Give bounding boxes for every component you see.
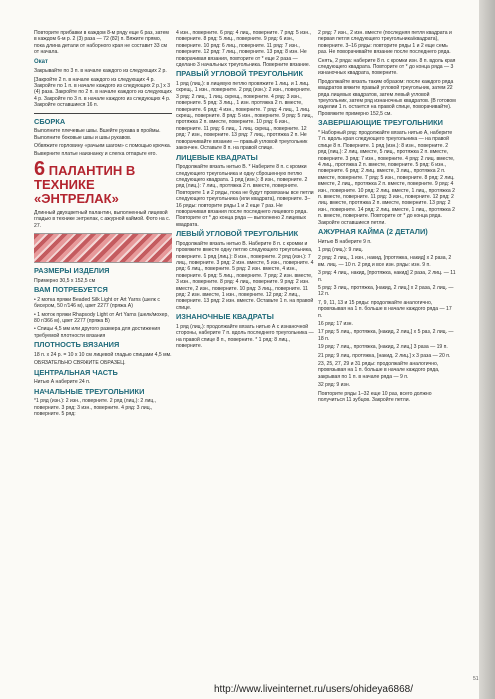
project-number: 6 [34,157,46,180]
paragraph: Нитью А наберите 24 п. [34,379,91,386]
watermark-url: http://www.liveinternet.ru/users/ohideya6868/ [214,684,413,695]
paragraph: 1 ряд (лиц.): в лицевую петлю провяжите 1 лиц. и 1 лиц. скрещ., 1 изн., поверните. 2 ряд (изн.): 2 изн., поверните. 3 ряд: 2 лиц., 1 лиц. скрещ., поверните. 4 ряд: 3 изн., поверните. 5 ряд: 3 лиц., 1 изн. протяжка 2 п. вместе, поверните. 6 ряд: 4 изн., поверните. 7 ряд: 4 лиц., 1 лиц. скрещ., поверните. 8 ряд: 5 изн., поверните. 9 ряд: 5 лиц., протяжка 2 п. вместе, поверните. 10 ряд: 6 изн., поверните. 11 ряд: 6 лиц., 1 лиц. скрещ., поверните. 12 ряд: 7 изн., поверните. 13 ряд: 7 лиц., протяжка 2 п. Не поворачивайте вязание — правый угловой треугольник закончен. Оставьте 8 п. на правой спице. [176,81,314,152]
heading-center: ЦЕНТРАЛЬНАЯ ЧАСТЬ [34,367,118,377]
paragraph: Повторите ряды 1–32 еще 10 раз, всего должно получиться 11 зубцов. Закройте петли. [318,390,432,404]
paragraph: 2 ряд: 7 изн., 2 изн. вместе (последняя петля квадрата и первая петля следующего треугольника/квадрата), поверните. 3–16 ряды: повторите ряды 1 и 2 еще семь раз. Не поворачивайте вязание после последнего ряда. [318,30,452,56]
paragraph: Повторите прибавки в каждом 8-м ряду еще 6 раз, затем в каждом 6-м р. 2 (3) раза — 72 (82) п. Вяжите прямо, пока длина детали от наборного края не составит 33 см от начала. [34,30,169,56]
paragraph: • 1 моток пряжи Rhapsody Light от Art Yarns (шелк/мохер, 80 г/366 м), цвет 2277 (пряжа B) [34,311,169,324]
paragraph: Длинный двухцветный палантин, выполненный лицевой гладью в технике энтрелак, с ажурной каймой. Фото на с. 27. [34,209,171,229]
paragraph: 17 ряд: 5 лиц., протяжка, [накид, 2 лиц.] х 5 раз, 2 лиц. — 18 п. [318,329,454,342]
project-title-line-2: «ЭНТРЕЛАК» [34,190,119,206]
page-number: 51 [473,676,479,682]
scarf-photo [34,233,172,263]
paragraph: Закрывайте по 3 п. в начале каждого из следующих 2 р. [34,68,167,75]
paragraph: Примерно 30,5 х 152,5 см [34,277,96,284]
heading-lace-border: АЖУРНАЯ КАЙМА (2 ДЕТАЛИ) [318,226,428,236]
paragraph: 2 ряд: 2 лиц., 1 изн., накид, [протяжка, накид] х 2 раза, 2 вм. лиц. — 10 п. 2 ряд и все изн. ряды: изн. 9 п. [318,255,452,268]
project-title [34,157,172,206]
heading-sborka: СБОРКА [34,116,66,126]
heading-razmery: РАЗМЕРЫ ИЗДЕЛИЯ [34,266,110,276]
paragraph: 16 ряд: 17 изн. [318,321,353,328]
heading-gauge: ПЛОТНОСТЬ ВЯЗАНИЯ [34,340,120,350]
paragraph: Выполните плечевые швы. Вшейте рукава в проймы. Выполните боковые швы и швы рукавов. [34,128,161,141]
heading-start-triangles: НАЧАЛЬНЫЕ ТРЕУГОЛЬНИКИ [34,386,145,396]
heading-purl-squares: ИЗНАНОЧНЫЕ КВАДРАТЫ [176,312,274,322]
heading-materials: ВАМ ПОТРЕБУЕТСЯ [34,285,108,295]
paragraph: *1 ряд (изн.): 2 изн., поверните. 2 ряд (лиц.): 2 лиц., поверните. 3 ряд: 3 изн., поверните. 4 ряд: 3 лиц., поверните. 5 ряд: [34,398,157,417]
paragraph: 21 ряд: 9 лиц. протяжка, [накид, 2 лиц.] х 3 раза — 20 п. [318,352,451,359]
project-title-line-1: ПАЛАНТИН В ТЕХНИКЕ [34,162,136,192]
column-1 [34,30,172,419]
paragraph: ОБЯЗАТЕЛЬНО СВЯЖИТЕ ОБРАЗЕЦ. [34,360,126,367]
paragraph: Снять, 2 ряда: наберите 8 п. с кромки изн. 8 п. вдоль края следующего квадрата. Повторите от * до конца ряда — 3 изнаночных квадрата, поверните. [318,57,456,77]
heading-knit-squares: ЛИЦЕВЫЕ КВАДРАТЫ [176,152,258,162]
paragraph: Выверните платье наизнанку и слегка отпарьте его. [34,151,157,158]
page-gutter-shadow [479,0,495,699]
paragraph: 19 ряд: 7 лиц., протяжка, [накид, 2 лиц.] 3 раза — 19 п. [318,344,448,351]
paragraph: * Наборный ряд: продолжайте вязать нитью А, наберите 7 п. вдоль края следующего треугольника — на правой спице 8 п. Поверните. 1 ряд (изн.): 8 изн., поверните. 2 ряд (лиц.): 2 лиц. вместе, 5 лиц., протяжка 2 п. вместе, поверните. 3 ряд: 7 изн., поверните. 4 ряд: 2 лиц. вместе, 4 лиц., протяжка 2 п. вместе, поверните. 5 ряд: 6 изн., поверните. 6 ряд: 2 лиц. вместе, 3 лиц., протяжка 2 п. вместе, поверните. 7 ряд: 5 изн., поверните. 8 ряд: 2 лиц. вместе, 2 лиц., протяжка 2 п. вместе, поверните. 9 ряд: 4 изн., поверните. 10 ряд: 2 лиц. вместе, 1 лиц., протяжка 2 п. вместе, поверните. 11 ряд: 3 изн., поверните. 12 ряд: 2 лиц. вместе, протяжка 2 п. вместе, поверните. 13 ряд: 2 изн., поверните. 14 ряд: 2 лиц. вместе, 1 лиц., протяжка 2 п. вместе, поверните. Повторите от * до конца ряда. Закройте оставшиеся петли. [318,129,455,226]
paragraph: 1 ряд (лиц.): 9 лиц. [318,246,363,253]
heading-right-triangle: ПРАВЫЙ УГЛОВОЙ ТРЕУГОЛЬНИК [176,69,303,79]
paragraph: 7, 9, 11, 13 и 15 ряды: продолжайте аналогично, провязывая на 1 п. больше в начале каждого ряда — 17 п. [318,299,452,319]
paragraph: Продолжайте вязать таким образом: после каждого ряда квадратов вяжите правый угловой треугольник, затем 22 ряда лицевых квадратов, затем левый угловой треугольник, затем ряд изнаночных квадратов. (В готовом изделии 1 п. остается на правой спице, поворачивайте). Провяжите примерно 152,5 см. [318,78,456,117]
paragraph: 1 ряд (лиц.): продолжайте вязать нитью А с изнаночной стороны, наберите 7 п. вдоль последнего треугольника — на правой спице 8 п., поверните. * 1 ряд: 8 лиц., поверните. [176,323,314,350]
paragraph: Нитью B наберите 9 п. [318,238,372,245]
paragraph: Продолжайте вязать нитью B. Наберите 8 п. с кромки и провяжите вместе одну петлю следующего треугольника, поверните. 1 ряд (лиц.): 8 изн., поверните. 2 ряд (изн.): 7 лиц., поверните. 3 ряд: 2 изн. вместе, 5 изн., поверните. 4 ряд: 6 лиц., поверните. 5 ряд: 2 изн. вместе, 4 изн., поверните. 6 ряд: 5 лиц., поверните. 7 ряд: 2 изн. вместе, 3 изн., поверните. 8 ряд: 4 лиц., поверните. 9 ряд: 2 изн. вместе, 2 изн., поверните. 10 ряд: 3 лиц., поверните. 11 ряд: 2 изн. вместе, 1 изн., поверните. 12 ряд: 2 лиц., поверните. 13 ряд: 2 изн. вместе. Оставьте 1 п. на правой спице. [176,240,314,311]
paragraph: 3 ряд: 4 лиц., накид, [протяжка, накид] 2 раза, 2 лиц. — 11 п. [318,270,456,283]
paragraph: 23, 25, 27, 29 и 31 ряды: продолжайте аналогично, провязывая на 1 п. больше в начале каждого ряда, закрывая по 1 п. в начале ряда — 9 п. [318,361,440,380]
paragraph: 5 ряд: 3 лиц., протяжка, [накид, 2 лиц.] х 2 раза, 2 лиц. — 12 п. [318,285,454,298]
paragraph: Обвяжите горловину «рачьим шагом» с помощью крючка. [34,143,172,150]
paragraph: 4 изн., поверните. 6 ряд: 4 лиц., поверните. 7 ряд: 5 изн., поверните. 8 ряд: 5 лиц., поверните. 9 ряд: 6 изн., поверните. 10 ряд: 6 лиц., поверните. 11 ряд: 7 изн., поверните. 12 ряд: 7 лиц., поверните. 13 ряд: 8 изн. Не поворачивая вязания, повторите от * еще 2 раза — сделано 3 начальных треугольника. Поверните вязание. [176,30,311,69]
heading-final-triangles: ЗАВЕРШАЮЩИЕ ТРЕУГОЛЬНИКИ [318,118,443,128]
paragraph: 18 п. х 24 р. = 10 х 10 см лицевой гладью спицами 4,5 мм. [34,351,172,358]
subheading-okat: Окат [34,58,48,65]
paragraph: • Спицы 4,5 мм или другого размера для достижения требуемой плотности вязания [34,326,161,339]
heading-left-triangle: ЛЕВЫЙ УГЛОВОЙ ТРЕУГОЛЬНИК [176,229,299,239]
paragraph: Продолжайте вязать нитью B. * Наберите 8 п. с кромки следующего треугольника и одну сброшенную петлю следующего квадрата. 1 ряд (изн.): 8 изн., поверните. 2 ряд (лиц.): 7 лиц., протяжка 2 п. вместе, поверните. Повторите 1 и 2 ряды, пока не будут провязаны все петли следующего треугольника (или квадрата), поверните. 3–16 ряды: повторите ряды 1 и 2 еще 7 раз. Не поворачивая вязания после последнего лицевого ряда. Повторите от * до конца ряда — выполнено 2 лицевых квадрата. [176,164,314,228]
divider [34,113,172,114]
paragraph: • 2 мотка пряжи Beaded Silk Light от Art Yarns (шелк с бисером, 50 г/146 м), цвет 2277 (пряжа А) [34,296,160,310]
column-2 [176,30,314,351]
column-3 [318,30,456,406]
paragraph: 32 ряд: 9 изн. [318,382,351,389]
paragraph: [Закройте 2 п. в начале каждого из следующих 4 р. Закройте по 1 п. в начале каждого из следующих 2 р.] х 3 (4) раза. Закройте по 2 п. в начале каждого из следующих 4 р. Закройте по 3 п. в начале каждого из следующих 4 р. Закройте оставшиеся 16 п. [34,76,172,109]
